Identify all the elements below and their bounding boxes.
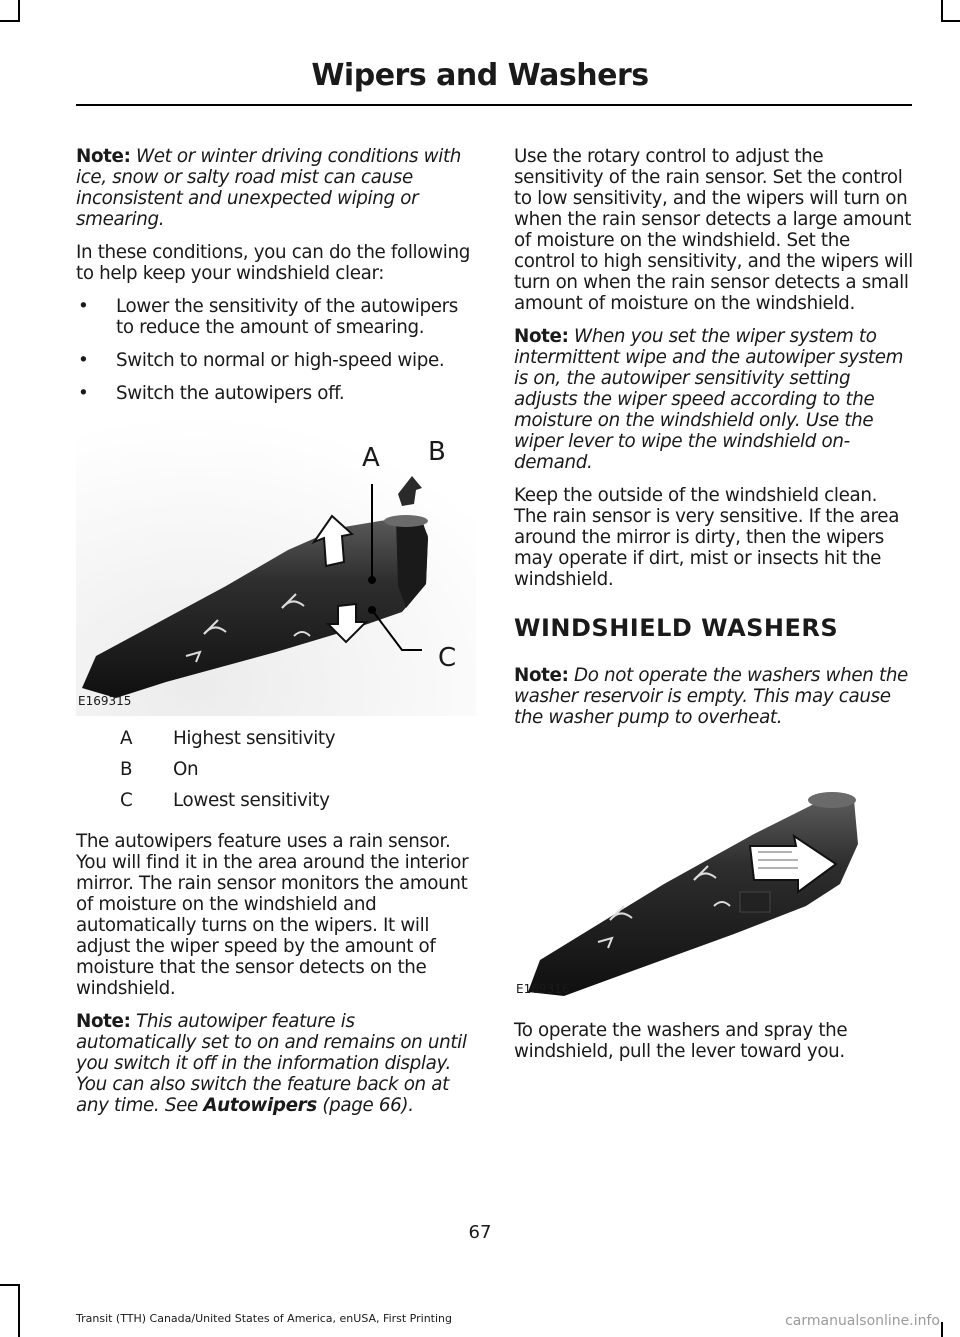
wiper-lever-illustration — [76, 416, 476, 716]
footer-text: Transit (TTH) Canada/United States of America, enUSA, First Printing — [76, 1312, 452, 1325]
legend-value: Lowest sensitivity — [173, 790, 330, 811]
figure-id: E169316 — [516, 982, 570, 996]
right-column — [514, 146, 914, 1074]
crop-mark-bottom-left — [0, 1284, 20, 1286]
legend-value: Highest sensitivity — [173, 728, 336, 749]
washer-lever-illustration — [514, 764, 914, 1004]
operate-washers-paragraph: To operate the washers and spray the windshield, pull the lever toward you. — [514, 1020, 848, 1062]
legend-key: A — [120, 728, 133, 749]
legend-row — [76, 728, 476, 759]
page-title: Wipers and Washers — [311, 58, 649, 93]
watermark: carmanualsonline.info — [785, 1313, 940, 1329]
legend-value: On — [173, 759, 199, 780]
bullet-list — [76, 296, 476, 404]
crop-mark-bottom-left — [18, 1284, 20, 1337]
page-number: 67 — [468, 1222, 492, 1243]
rain-sensor-paragraph: The autowipers feature uses a rain sensor. You will find it in the area around the interior mirror. The rain sensor monitors the amount of moisture on the windshield and automatically turns on the wipers. It will adjust the wiper speed by the amount of moisture that the sensor detects on the windshield. — [76, 831, 469, 999]
left-column — [76, 146, 476, 1128]
note-autowiper-default: Note: This autowiper feature is automatically set to on and remains on until you switch it off in the information display. You can also switch the feature back on at any time. See Autowipers (page 66). — [76, 1011, 467, 1116]
crop-mark-top-left — [18, 0, 20, 22]
legend-row — [76, 790, 476, 821]
autowipers-link[interactable]: Autowipers — [203, 1095, 317, 1116]
legend-row — [76, 759, 476, 790]
note-wet-conditions: Note: Wet or winter driving conditions with ice, snow or salty road mist can cause inconsistent and unexpected wiping or smearing. — [76, 146, 461, 230]
crop-mark-top-right — [941, 0, 943, 22]
header-rule — [76, 104, 912, 106]
crop-mark-top-right — [941, 20, 960, 22]
washer-lever-figure — [514, 764, 914, 1004]
note-intermittent-wipe: Note: When you set the wiper system to intermittent wipe and the autowiper system is on, the autowiper sensitivity setting adjusts the wiper speed according to the moisture on the windshield only. Use the wiper lever to wipe the windshield on-demand. — [514, 326, 904, 473]
list-item: • Switch to normal or high-speed wipe. — [76, 350, 476, 371]
legend-key: C — [120, 790, 133, 811]
figure-legend — [76, 728, 476, 821]
wiper-lever-sensitivity-figure — [76, 416, 476, 716]
figure-id: E169315 — [78, 694, 132, 708]
intro-paragraph: In these conditions, you can do the following to help keep your windshield clear: — [76, 242, 470, 284]
list-item: • Lower the sensitivity of the autowipers to reduce the amount of smearing. — [76, 296, 476, 338]
list-item: • Switch the autowipers off. — [76, 383, 476, 404]
callout-c: C — [438, 643, 457, 673]
callout-b: B — [428, 437, 446, 467]
crop-mark-bottom-right — [941, 1322, 943, 1337]
note-washer-reservoir: Note: Do not operate the washers when the washer reservoir is empty. This may cause the washer pump to overheat. — [514, 665, 908, 728]
callout-a: A — [362, 443, 380, 473]
legend-key: B — [120, 759, 133, 780]
section-heading-washers: WINDSHIELD WASHERS — [514, 614, 839, 642]
crop-mark-top-left — [0, 20, 20, 22]
rotary-control-paragraph: Use the rotary control to adjust the sensitivity of the rain sensor. Set the control to low sensitivity, and the wipers will turn on when the rain sensor detects a large amount of moisture on the windshield. Set the control to high sensitivity, and the wipers will turn on when the rain sensor detects a small amount of moisture on the windshield. — [514, 146, 913, 314]
clean-windshield-paragraph: Keep the outside of the windshield clean. The rain sensor is very sensitive. If the area around the mirror is dirty, then the wipers may operate if dirt, mist or insects hit the windshield. — [514, 485, 900, 590]
